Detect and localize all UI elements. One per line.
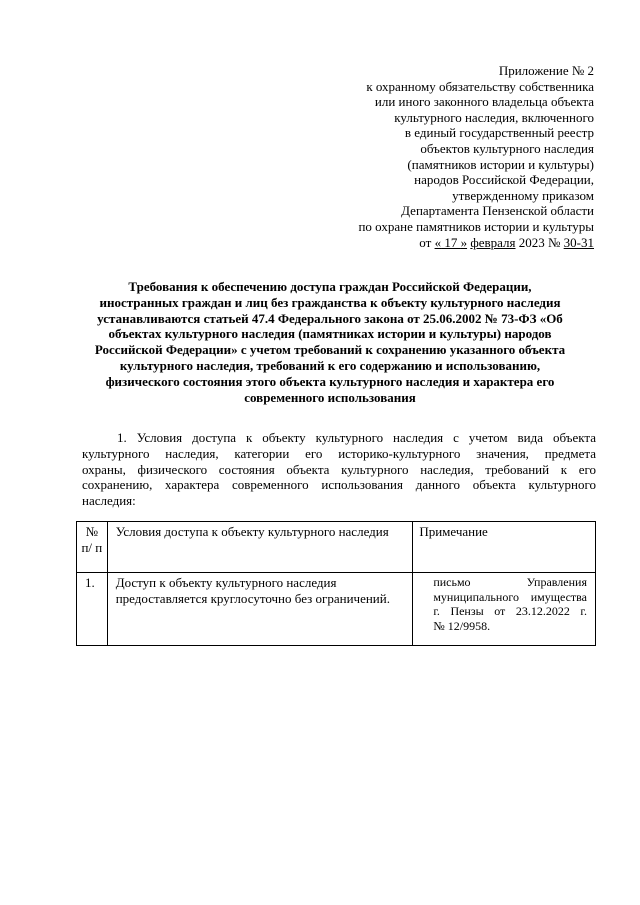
number-sign: № xyxy=(548,234,561,250)
title-line: современного использования xyxy=(244,389,416,405)
header-number: № п/ п xyxy=(77,522,108,573)
appendix-date-line xyxy=(294,235,594,251)
paragraph-line: 1. Условия доступа к объекту культурного наследия с учетом вида объекта xyxy=(117,430,596,445)
paragraph-line: охраны, физического состояния объекта культурного наследия, требований к его xyxy=(82,461,596,477)
appendix-line: народов Российской Федерации, xyxy=(414,172,594,188)
header-conditions: Условия доступа к объекту культурного наследия xyxy=(107,522,413,573)
paragraph-line: культурного наследия, категории его историко-культурного значения, предмета xyxy=(82,445,596,461)
order-number: 30-31 xyxy=(563,234,594,250)
header-note: Примечание xyxy=(413,522,596,573)
table-row xyxy=(77,573,596,646)
table-header-row xyxy=(77,522,596,573)
note-line: письмо Управления xyxy=(433,575,587,589)
appendix-line: в единый государственный реестр xyxy=(404,125,594,141)
appendix-header xyxy=(294,63,594,250)
appendix-line: Департамента Пензенской области xyxy=(401,203,594,219)
document-title xyxy=(70,279,590,405)
title-line: Российской Федерации» с учетом требований к сохранению указанного объекта xyxy=(94,342,566,358)
date-day-number: 17 xyxy=(441,234,461,250)
appendix-line: к охранному обязательству собственника xyxy=(366,78,594,94)
appendix-line: Приложение № 2 xyxy=(498,63,594,78)
title-line: иностранных граждан и лиц без гражданства к объекту культурного наследия xyxy=(99,294,561,310)
appendix-line: по охране памятников истории и культуры xyxy=(358,218,594,234)
date-month: февраля xyxy=(470,234,516,250)
paragraph-line: сохранению, характера современного использования данного объекта культурного xyxy=(82,477,596,493)
note-line: муниципального имущества xyxy=(433,589,587,604)
title-line: культурного наследия, требований к его содержанию и использованию, xyxy=(119,357,541,373)
cell-number: 1. xyxy=(77,573,108,646)
title-line: устанавливаются статьей 47.4 Федерального закона от 25.06.2002 № 73-ФЗ «Об xyxy=(97,310,563,326)
date-day xyxy=(435,235,468,250)
note-line: № 12/9958. xyxy=(433,618,491,633)
cell-note xyxy=(413,573,596,646)
title-line: объектах культурного наследия (памятниках истории и культуры) народов xyxy=(108,326,552,342)
requirements-table xyxy=(76,521,596,646)
paragraph-line: наследия: xyxy=(82,493,136,509)
date-close-quote: » xyxy=(460,234,468,250)
appendix-line: или иного законного владельца объекта xyxy=(374,94,594,110)
date-prefix: от xyxy=(419,234,432,250)
title-line: Требования к обеспечению доступа граждан Российской Федерации, xyxy=(128,279,532,294)
body-paragraph xyxy=(82,430,596,509)
appendix-line: (памятников истории и культуры) xyxy=(407,156,594,172)
title-line: физического состояния этого объекта культурного наследия и характера его xyxy=(105,373,555,389)
date-open-quote: « xyxy=(434,234,442,250)
date-year: 2023 xyxy=(518,234,545,250)
cell-conditions: Доступ к объекту культурного наследия предоставляется круглосуточно без ограничений. xyxy=(107,573,413,646)
appendix-line: объектов культурного наследия xyxy=(420,140,594,156)
appendix-line: утвержденному приказом xyxy=(452,187,594,203)
appendix-line: культурного наследия, включенного xyxy=(394,109,594,125)
note-line: г. Пензы от 23.12.2022 г. xyxy=(433,604,587,618)
